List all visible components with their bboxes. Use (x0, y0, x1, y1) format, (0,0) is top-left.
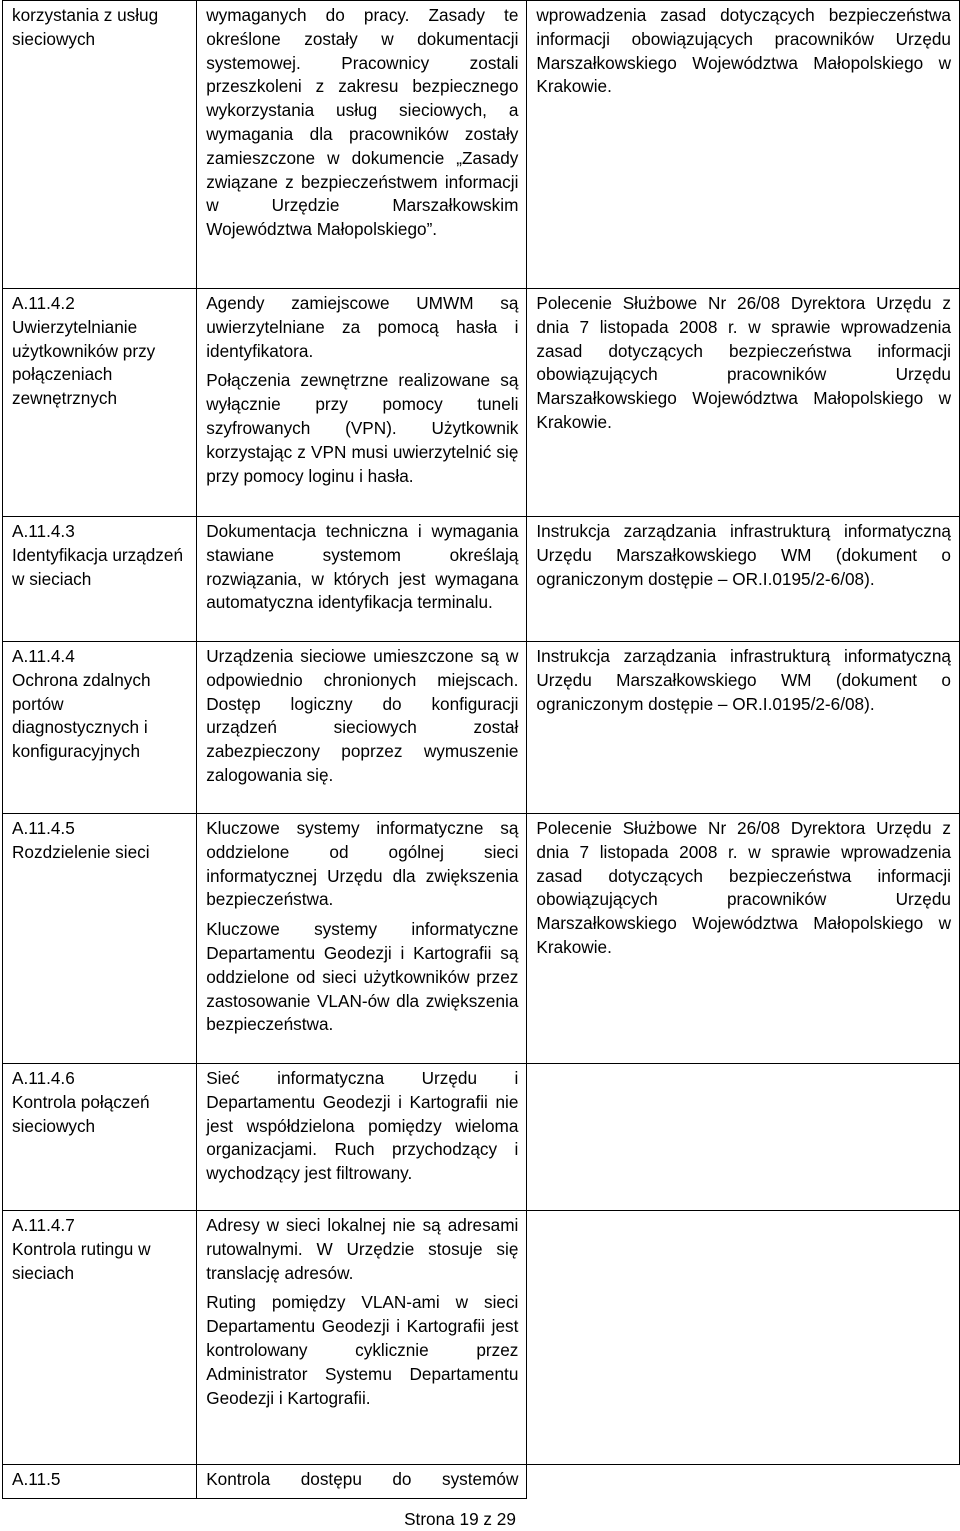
table-row (3, 517, 960, 642)
reference-cell (527, 1, 960, 289)
description-paragraph: Kluczowe systemy informatyczne Departamentu Geodezji i Kartografii są oddzielone od sieci użytkowników przez zastosowanie VLAN-ów dla zwiększenia bezpieczeństwa. (206, 919, 519, 1035)
control-title: Ochrona zdalnych portów diagnostycznych i konfiguracyjnych (12, 669, 151, 762)
reference-text: Instrukcja zarządzania infrastrukturą informatyczną Urzędu Marszałkowskiego WM (dokument o ograniczonym dostępie – OR.I.0195/2-6/08). (536, 521, 951, 589)
table-row (3, 1, 960, 289)
description-paragraph: Dokumentacja techniczna i wymagania stawiane systemom określają rozwiązania, w których jest wymagana automatyczna identyfikacja terminalu. (206, 521, 519, 613)
description-paragraph: Urządzenia sieciowe umieszczone są w odpowiednio chronionych miejscach. Dostęp logiczny do konfiguracji urządzeń sieciowych został zabezpieczony poprzez wymuszenie zalogowania się. (206, 646, 519, 785)
description-cell (197, 1064, 527, 1211)
control-id: A.11.4.6 (12, 1068, 75, 1088)
control-title: Rozdzielenie sieci (12, 841, 150, 862)
control-id: A.11.4.2 (12, 293, 75, 313)
description-paragraph: Kluczowe systemy informatyczne są oddzielone od ogólnej sieci informatycznej Urzędu dla zwiększenia bezpieczeństwa. (206, 818, 519, 910)
reference-cell (527, 1064, 960, 1211)
page-number: Strona 19 z 29 (404, 1509, 516, 1529)
reference-text: Polecenie Służbowe Nr 26/08 Dyrektora Urzędu z dnia 7 listopada 2008 r. w sprawie wprowadzenia zasad dotyczących bezpieczeństwa informacji obowiązujących pracowników Urzędu Marszałkowskiego Województwa Małopolskiego w Krakowie. (536, 818, 951, 957)
description-cell (197, 814, 527, 1064)
description-paragraph: wymaganych do pracy. Zasady te określone zostały w dokumentacji systemowej. Pracownicy zostali przeszkoleni z zakresu bezpiecznego wykorzystania usług sieciowych, a wymagania dla pracowników zostały zamieszczone w dokumencie „Zasady związane z bezpieczeństwem informacji w Urzędzie Marszałkowskim Województwa Małopolskiego”. (206, 5, 519, 240)
control-cell (3, 1, 197, 289)
control-id: A.11.4.4 (12, 646, 75, 666)
description-paragraph: Adresy w sieci lokalnej nie są adresami rutowalnymi. W Urzędzie stosuje się translację adresów. (206, 1215, 519, 1283)
controls-table (2, 0, 960, 1499)
section-id-cell (3, 1465, 197, 1499)
table-row (3, 1064, 960, 1211)
reference-cell (527, 517, 960, 642)
description-cell (197, 1211, 527, 1465)
control-cell (3, 642, 197, 814)
table-row (3, 289, 960, 517)
reference-text: Polecenie Służbowe Nr 26/08 Dyrektora Urzędu z dnia 7 listopada 2008 r. w sprawie wprowadzenia zasad dotyczących bezpieczeństwa informacji obowiązujących pracowników Urzędu Marszałkowskiego Województwa Małopolskiego w Krakowie. (536, 293, 951, 432)
reference-cell (527, 814, 960, 1064)
table-row (3, 642, 960, 814)
control-title: Kontrola rutingu w sieciach (12, 1238, 151, 1283)
control-title: Uwierzytelnianie użytkowników przy połączeniach zewnętrznych (12, 316, 156, 409)
description-cell (197, 289, 527, 517)
description-cell (197, 1, 527, 289)
reference-text: Instrukcja zarządzania infrastrukturą informatyczną Urzędu Marszałkowskiego WM (dokument o ograniczonym dostępie – OR.I.0195/2-6/08). (536, 646, 951, 714)
control-cell (3, 1064, 197, 1211)
control-title: Identyfikacja urządzeń w sieciach (12, 544, 184, 589)
control-id: A.11.4.5 (12, 818, 75, 838)
table-row (3, 1211, 960, 1465)
section-id: A.11.5 (12, 1469, 61, 1489)
reference-text: wprowadzenia zasad dotyczących bezpieczeństwa informacji obowiązujących pracowników Urzędu Marszałkowskiego Województwa Małopolskiego w Krakowie. (536, 5, 951, 97)
reference-cell (527, 289, 960, 517)
description-paragraph: Sieć informatyczna Urzędu i Departamentu Geodezji i Kartografii nie jest współdzielona pomiędzy wieloma organizacjami. Ruch przychodzący i wychodzący jest filtrowany. (206, 1068, 519, 1184)
table-row (3, 814, 960, 1064)
control-cell (3, 289, 197, 517)
description-cell (197, 642, 527, 814)
control-cell (3, 517, 197, 642)
control-cell (3, 814, 197, 1064)
control-cell (3, 1211, 197, 1465)
description-paragraph: Ruting pomiędzy VLAN-ami w sieci Departamentu Geodezji i Kartografii jest kontrolowany cyklicznie przez Administrator Systemu Departamentu Geodezji i Kartografii. (206, 1292, 519, 1408)
reference-cell (527, 1211, 960, 1465)
section-title-cell (197, 1465, 527, 1499)
section-reference-cell (527, 1465, 960, 1499)
section-row (3, 1465, 960, 1499)
description-paragraph: Połączenia zewnętrzne realizowane są wyłącznie przy pomocy tuneli szyfrowanych (VPN). Użytkownik korzystając z VPN musi uwierzytelnić się przy pomocy loginu i hasła. (206, 370, 519, 486)
control-title: korzystania z usług sieciowych (12, 5, 159, 49)
section-title: Kontrola dostępu do systemów (206, 1469, 519, 1489)
description-cell (197, 517, 527, 642)
reference-cell (527, 642, 960, 814)
description-paragraph: Agendy zamiejscowe UMWM są uwierzytelniane za pomocą hasła i identyfikatora. (206, 293, 519, 361)
control-title: Kontrola połączeń sieciowych (12, 1091, 150, 1136)
control-id: A.11.4.3 (12, 521, 75, 541)
control-id: A.11.4.7 (12, 1215, 75, 1235)
